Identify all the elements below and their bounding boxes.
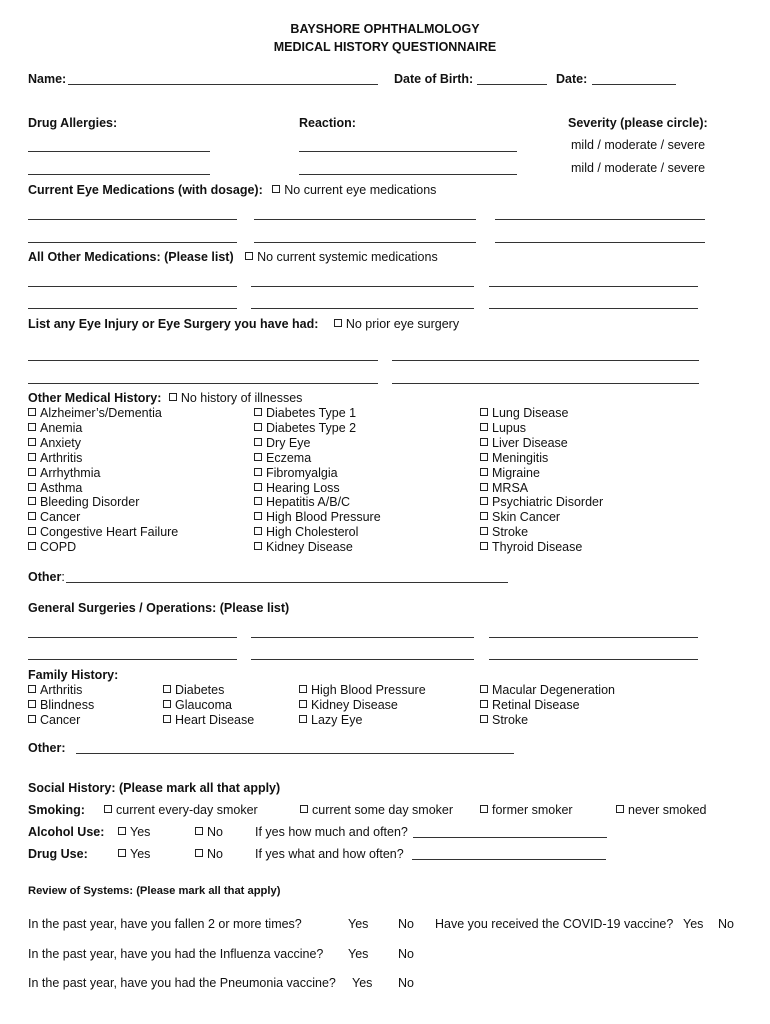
drug-allergies-label: Drug Allergies: (28, 116, 118, 130)
list-item[interactable]: Lupus (480, 421, 603, 436)
drug-yes[interactable]: Yes (118, 847, 150, 862)
medical-other-label: Other (28, 570, 62, 584)
family-history-col2 (163, 683, 254, 728)
checkbox-icon (616, 805, 624, 813)
list-item[interactable]: Lazy Eye (299, 713, 426, 728)
family-history-col1 (28, 683, 94, 728)
surgery-field[interactable] (28, 659, 237, 660)
drug-no[interactable]: No (195, 847, 223, 862)
list-item[interactable]: Lung Disease (480, 406, 603, 421)
checkbox-icon (195, 849, 203, 857)
medical-history-col3 (480, 406, 603, 555)
list-item[interactable]: Dry Eye (254, 436, 381, 451)
eye-med-field[interactable] (254, 219, 476, 220)
list-item[interactable]: Meningitis (480, 451, 603, 466)
smoking-option[interactable]: current every-day smoker (104, 803, 258, 818)
date-label: Date: (556, 72, 588, 86)
ros-question-covid: Have you received the COVID-19 vaccine? (435, 917, 674, 931)
ros-question-pneumonia: In the past year, have you had the Pneumonia vaccine? (28, 976, 336, 990)
severity-option-1[interactable]: mild / moderate / severe (571, 138, 706, 152)
list-item[interactable]: Thyroid Disease (480, 540, 603, 555)
checkbox-icon (118, 849, 126, 857)
severity-label: Severity (please circle): (568, 116, 708, 130)
list-item[interactable]: Bleeding Disorder (28, 495, 178, 510)
checkbox-icon (104, 805, 112, 813)
other-med-field[interactable] (251, 308, 474, 309)
alcohol-no[interactable]: No (195, 825, 223, 840)
list-item[interactable]: Cancer (28, 510, 178, 525)
list-item[interactable]: Asthma (28, 481, 178, 496)
eye-med-field[interactable] (495, 242, 705, 243)
list-item[interactable]: Retinal Disease (480, 698, 615, 713)
no-systemic-meds-option: No current systemic medications (257, 250, 438, 264)
family-history-col3 (299, 683, 426, 728)
ros-question-flu: In the past year, have you had the Influenza vaccine? (28, 947, 324, 961)
checkbox-icon (118, 827, 126, 835)
severity-option-2[interactable]: mild / moderate / severe (571, 161, 706, 175)
smoking-option[interactable]: former smoker (480, 803, 573, 818)
list-item[interactable]: Arrhythmia (28, 466, 178, 481)
smoking-option[interactable]: never smoked (616, 803, 707, 818)
other-med-field[interactable] (28, 286, 237, 287)
list-item[interactable]: Diabetes Type 1 (254, 406, 381, 421)
no-illness-option: No history of illnesses (180, 391, 303, 405)
allergy-drug-field-2[interactable] (28, 174, 210, 175)
medical-history-col1 (28, 406, 178, 555)
form-title: MEDICAL HISTORY QUESTIONNAIRE (273, 40, 497, 54)
drug-followup-field[interactable] (412, 859, 606, 860)
list-item[interactable]: Kidney Disease (299, 698, 426, 713)
list-item[interactable]: Glaucoma (163, 698, 254, 713)
drug-followup-label: If yes what and how often? (255, 847, 404, 861)
eye-med-field[interactable] (495, 219, 705, 220)
pneumonia-yes[interactable]: Yes (352, 976, 373, 990)
other-med-field[interactable] (28, 308, 237, 309)
covid-no[interactable]: No (718, 917, 734, 931)
list-item[interactable]: Arthritis (28, 451, 178, 466)
list-item[interactable]: Anxiety (28, 436, 178, 451)
list-item[interactable]: Macular Degeneration (480, 683, 615, 698)
family-history-col4 (480, 683, 615, 728)
name-label: Name: (28, 72, 67, 86)
surgery-field[interactable] (489, 637, 698, 638)
medical-history-col2 (254, 406, 381, 555)
name-field[interactable] (68, 84, 378, 85)
list-item[interactable]: Liver Disease (480, 436, 603, 451)
surgery-field[interactable] (251, 659, 474, 660)
list-item[interactable]: Hepatitis A/B/C (254, 495, 381, 510)
list-item[interactable]: Migraine (480, 466, 603, 481)
surgery-field[interactable] (251, 637, 474, 638)
alcohol-followup-field[interactable] (413, 837, 607, 838)
pneumonia-no[interactable]: No (398, 976, 414, 990)
eye-injury-field[interactable] (392, 360, 699, 361)
medical-other-field[interactable] (66, 582, 508, 583)
checkbox-icon[interactable] (169, 393, 177, 401)
eye-injury-field[interactable] (28, 383, 378, 384)
checkbox-icon (300, 805, 308, 813)
allergy-reaction-field-1[interactable] (299, 151, 517, 152)
eye-med-field[interactable] (28, 242, 237, 243)
list-item[interactable]: Cancer (28, 713, 94, 728)
family-history-label: Family History: (28, 668, 119, 682)
covid-yes[interactable]: Yes (683, 917, 704, 931)
checkbox-icon (195, 827, 203, 835)
list-item[interactable]: COPD (28, 540, 178, 555)
checkbox-icon (480, 805, 488, 813)
eye-injury-label: List any Eye Injury or Eye Surgery you have had: (28, 317, 319, 331)
list-item[interactable]: Congestive Heart Failure (28, 525, 178, 540)
list-item[interactable]: Diabetes (163, 683, 254, 698)
social-history-label: Social History: (Please mark all that apply) (28, 781, 281, 795)
other-med-field[interactable] (251, 286, 474, 287)
reaction-label: Reaction: (299, 116, 356, 130)
list-item[interactable]: Heart Disease (163, 713, 254, 728)
flu-yes[interactable]: Yes (348, 947, 369, 961)
date-field[interactable] (592, 84, 676, 85)
list-item[interactable]: Stroke (480, 713, 615, 728)
alcohol-yes[interactable]: Yes (118, 825, 150, 840)
eye-meds-label: Current Eye Medications (with dosage): (28, 183, 263, 197)
other-meds-label: All Other Medications: (Please list) (28, 250, 234, 264)
alcohol-label: Alcohol Use: (28, 825, 105, 839)
practice-name: BAYSHORE OPHTHALMOLOGY (290, 22, 480, 36)
allergy-drug-field-1[interactable] (28, 151, 210, 152)
eye-injury-field[interactable] (392, 383, 699, 384)
list-item[interactable]: High Blood Pressure (299, 683, 426, 698)
allergy-reaction-field-2[interactable] (299, 174, 517, 175)
checkbox-icon[interactable] (245, 252, 253, 260)
drug-use-label: Drug Use: (28, 847, 88, 861)
eye-injury-field[interactable] (28, 360, 378, 361)
eye-med-field[interactable] (28, 219, 237, 220)
list-item[interactable]: Blindness (28, 698, 94, 713)
list-item[interactable]: Stroke (480, 525, 603, 540)
surgeries-label: General Surgeries / Operations: (Please list) (28, 601, 290, 615)
checkbox-icon[interactable] (334, 319, 342, 327)
list-item[interactable]: Alzheimer’s/Dementia (28, 406, 178, 421)
list-item[interactable]: High Blood Pressure (254, 510, 381, 525)
list-item[interactable]: Psychiatric Disorder (480, 495, 603, 510)
smoking-label: Smoking: (28, 803, 85, 817)
checkbox-icon[interactable] (272, 185, 280, 193)
dob-field[interactable] (477, 84, 547, 85)
list-item[interactable]: Hearing Loss (254, 481, 381, 496)
no-eye-meds-option: No current eye medications (284, 183, 437, 197)
list-item[interactable]: Fibromyalgia (254, 466, 381, 481)
list-item[interactable]: Arthritis (28, 683, 94, 698)
eye-med-field[interactable] (254, 242, 476, 243)
list-item[interactable]: Anemia (28, 421, 178, 436)
list-item[interactable]: Eczema (254, 451, 381, 466)
ros-question-fallen: In the past year, have you fallen 2 or more times? (28, 917, 302, 931)
list-item[interactable]: High Cholesterol (254, 525, 381, 540)
no-eye-surgery-option: No prior eye surgery (345, 317, 460, 331)
flu-no[interactable]: No (398, 947, 414, 961)
ros-label: Review of Systems: (Please mark all that apply) (28, 885, 281, 897)
fallen-no[interactable]: No (398, 917, 414, 931)
list-item[interactable]: MRSA (480, 481, 603, 496)
surgery-field[interactable] (28, 637, 237, 638)
fallen-yes[interactable]: Yes (348, 917, 369, 931)
other-med-field[interactable] (489, 308, 698, 309)
family-other-label: Other: (28, 741, 66, 755)
surgery-field[interactable] (489, 659, 698, 660)
family-other-field[interactable] (76, 753, 514, 754)
dob-label: Date of Birth: (394, 72, 474, 86)
list-item[interactable]: Kidney Disease (254, 540, 381, 555)
list-item[interactable]: Skin Cancer (480, 510, 603, 525)
alcohol-followup-label: If yes how much and often? (255, 825, 408, 839)
list-item[interactable]: Diabetes Type 2 (254, 421, 381, 436)
smoking-option[interactable]: current some day smoker (300, 803, 453, 818)
other-med-field[interactable] (489, 286, 698, 287)
medical-history-label: Other Medical History: (28, 391, 162, 405)
